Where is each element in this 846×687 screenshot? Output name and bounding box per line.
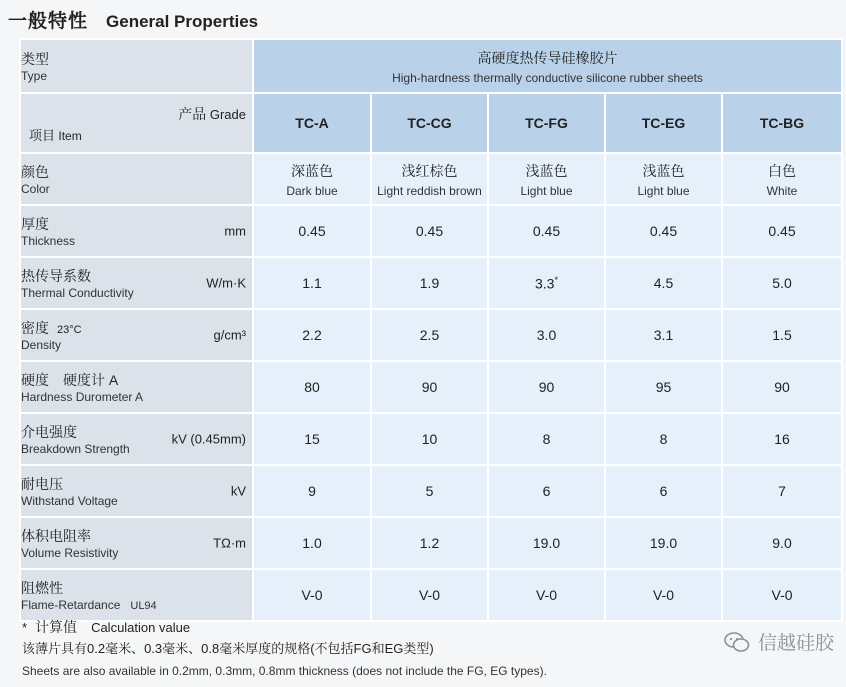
- value-en: White: [766, 183, 798, 198]
- row-label-cn: 热传导系数: [21, 268, 91, 284]
- value-cell: 19.0: [605, 517, 722, 569]
- row-label-cn: 体积电阻率: [21, 528, 91, 544]
- row-label: [20, 257, 253, 309]
- watermark-text: 信越硅胶: [757, 632, 834, 654]
- grade-header: TC-A: [253, 93, 371, 153]
- row-label-en-wrap: [21, 598, 252, 612]
- value-cell: 16: [722, 413, 842, 465]
- table-row-color: [20, 153, 842, 205]
- value-cell: 1.2: [371, 517, 488, 569]
- value-cell: [488, 257, 605, 309]
- value-cell: 9: [253, 465, 371, 517]
- value-cell: 95: [605, 361, 722, 413]
- row-label: [20, 517, 253, 569]
- wechat-icon: [724, 631, 750, 653]
- title-en: General Properties: [106, 12, 259, 31]
- condition-label: 23°C: [57, 324, 82, 336]
- value-cell: 3.0: [488, 309, 605, 361]
- calculation-mark: *: [554, 274, 558, 285]
- item-label: [29, 125, 82, 144]
- title-cn: 一般特性: [8, 10, 89, 32]
- table-row-withstand-voltage: [20, 465, 842, 517]
- footnote-thickness-en: Sheets are also available in 0.2mm, 0.3mm, 0.8mm thickness (does not include the FG, EG types).: [22, 664, 547, 678]
- value-cell: 0.45: [253, 205, 371, 257]
- unit-label: kV: [230, 483, 246, 499]
- value-cell: [722, 153, 842, 205]
- footnotes: [22, 616, 547, 682]
- value-cn: 浅红棕色: [401, 162, 458, 179]
- value-cell: 7: [722, 465, 842, 517]
- row-label-cn: 密度: [21, 320, 49, 336]
- row-label-cn: 硬度 硬度计 A: [21, 372, 119, 388]
- table-row-breakdown-strength: [20, 413, 842, 465]
- row-label-cn: 颜色: [21, 164, 49, 180]
- value-cn: 浅蓝色: [525, 162, 568, 179]
- calc-en: Calculation value: [91, 620, 191, 635]
- value-cell: 0.45: [722, 205, 842, 257]
- row-label-cn: 介电强度: [21, 424, 77, 440]
- value-cell: 0.45: [371, 205, 488, 257]
- value-cn: 白色: [768, 162, 796, 179]
- row-label: [20, 309, 253, 361]
- value-cell: 19.0: [488, 517, 605, 569]
- value-cell: 10: [371, 413, 488, 465]
- row-label-en: Thickness: [21, 234, 76, 248]
- properties-table: [19, 38, 843, 622]
- value-cell: 3.1: [605, 309, 722, 361]
- table-row-thickness: [20, 205, 842, 257]
- value-cell: 9.0: [722, 517, 842, 569]
- value-cell: [371, 153, 488, 205]
- value-cell: 90: [488, 361, 605, 413]
- row-label-en: Volume Resistivity: [21, 546, 119, 560]
- value-cell: V-0: [488, 569, 605, 621]
- row-label-en: Flame-Retardance: [21, 598, 121, 612]
- type-label-en: Type: [21, 69, 48, 83]
- grade-header: TC-EG: [605, 93, 722, 153]
- value-cell: 2.5: [371, 309, 488, 361]
- table-row-thermal-conductivity: [20, 257, 842, 309]
- row-label: [20, 465, 253, 517]
- standard-label: UL94: [130, 600, 157, 612]
- value-cell: 5.0: [722, 257, 842, 309]
- unit-label: mm: [224, 223, 246, 239]
- value-cell: 1.5: [722, 309, 842, 361]
- value-cell: 0.45: [488, 205, 605, 257]
- value-en: Light blue: [520, 183, 573, 198]
- row-label-en: Withstand Voltage: [21, 494, 118, 508]
- value-cell: 90: [722, 361, 842, 413]
- value-cell: 90: [371, 361, 488, 413]
- value-text: 3.3: [535, 275, 555, 292]
- row-label: [20, 569, 253, 621]
- value-cell: [253, 153, 371, 205]
- unit-label: W/m·K: [206, 275, 246, 291]
- grade-header: TC-CG: [371, 93, 488, 153]
- table-row-flame-retardance: [20, 569, 842, 621]
- grade-header: TC-FG: [488, 93, 605, 153]
- type-label-cn: 类型: [21, 51, 49, 67]
- value-cell: 4.5: [605, 257, 722, 309]
- row-label-cn: 阻燃性: [21, 580, 63, 596]
- row-label: [20, 205, 253, 257]
- value-cn: 深蓝色: [291, 162, 333, 179]
- value-en: Dark blue: [286, 183, 338, 198]
- table-row-volume-resistivity: [20, 517, 842, 569]
- product-cell: [253, 39, 842, 93]
- asterisk-icon: *: [22, 620, 28, 635]
- unit-label: TΩ·m: [213, 535, 246, 551]
- row-label-cn: 耐电压: [21, 476, 63, 492]
- value-cell: [488, 153, 605, 205]
- value-cell: 2.2: [253, 309, 371, 361]
- value-cell: 6: [605, 465, 722, 517]
- calc-cn: 计算值: [35, 619, 78, 635]
- value-cell: 8: [605, 413, 722, 465]
- row-label-en: Hardness Durometer A: [21, 390, 144, 404]
- value-cell: [605, 153, 722, 205]
- row-label: [20, 413, 253, 465]
- value-en: Light blue: [637, 183, 690, 198]
- value-cell: 0.45: [605, 205, 722, 257]
- row-label: [20, 361, 253, 413]
- grade-item-cell: [20, 93, 253, 153]
- product-cn: 高硬度热传导硅橡胶片: [477, 49, 618, 66]
- value-cell: 15: [253, 413, 371, 465]
- value-cell: 5: [371, 465, 488, 517]
- grade-label: [178, 104, 246, 124]
- value-cell: V-0: [605, 569, 722, 621]
- row-label-en: Color: [21, 182, 50, 196]
- footnote-calculation: [22, 616, 547, 638]
- value-cn: 浅蓝色: [642, 162, 685, 179]
- value-cell: V-0: [722, 569, 842, 621]
- value-cell: 80: [253, 361, 371, 413]
- grade-label-cn: 产品: [178, 106, 207, 122]
- product-en: High-hardness thermally conductive silicone rubber sheets: [392, 70, 703, 85]
- value-cell: 8: [488, 413, 605, 465]
- table-row-hardness: [20, 361, 842, 413]
- item-label-cn: 项目: [29, 128, 56, 143]
- grade-label-en: Grade: [209, 107, 246, 122]
- row-label-en: Breakdown Strength: [21, 442, 130, 456]
- table-row-density: [20, 309, 842, 361]
- value-cell: 1.9: [371, 257, 488, 309]
- value-cell: V-0: [371, 569, 488, 621]
- type-label-cell: [20, 39, 253, 93]
- value-cell: 1.0: [253, 517, 371, 569]
- row-label-en: Thermal Conductivity: [21, 286, 134, 300]
- watermark: [724, 628, 834, 655]
- value-cell: 1.1: [253, 257, 371, 309]
- value-cell: V-0: [253, 569, 371, 621]
- value-cell: 6: [488, 465, 605, 517]
- item-label-en: Item: [58, 129, 82, 143]
- unit-label: kV (0.45mm): [171, 431, 246, 447]
- row-label-cn: 厚度: [21, 216, 49, 232]
- page-title: [8, 6, 258, 32]
- footnote-thickness-cn: 该薄片具有0.2毫米、0.3毫米、0.8毫米厚度的规格(不包括FG和EG类型): [22, 641, 434, 656]
- grade-header: TC-BG: [722, 93, 842, 153]
- unit-label: g/cm³: [213, 327, 246, 343]
- row-label: [20, 153, 253, 205]
- row-label-en: Density: [21, 338, 62, 352]
- value-en: Light reddish brown: [377, 183, 482, 198]
